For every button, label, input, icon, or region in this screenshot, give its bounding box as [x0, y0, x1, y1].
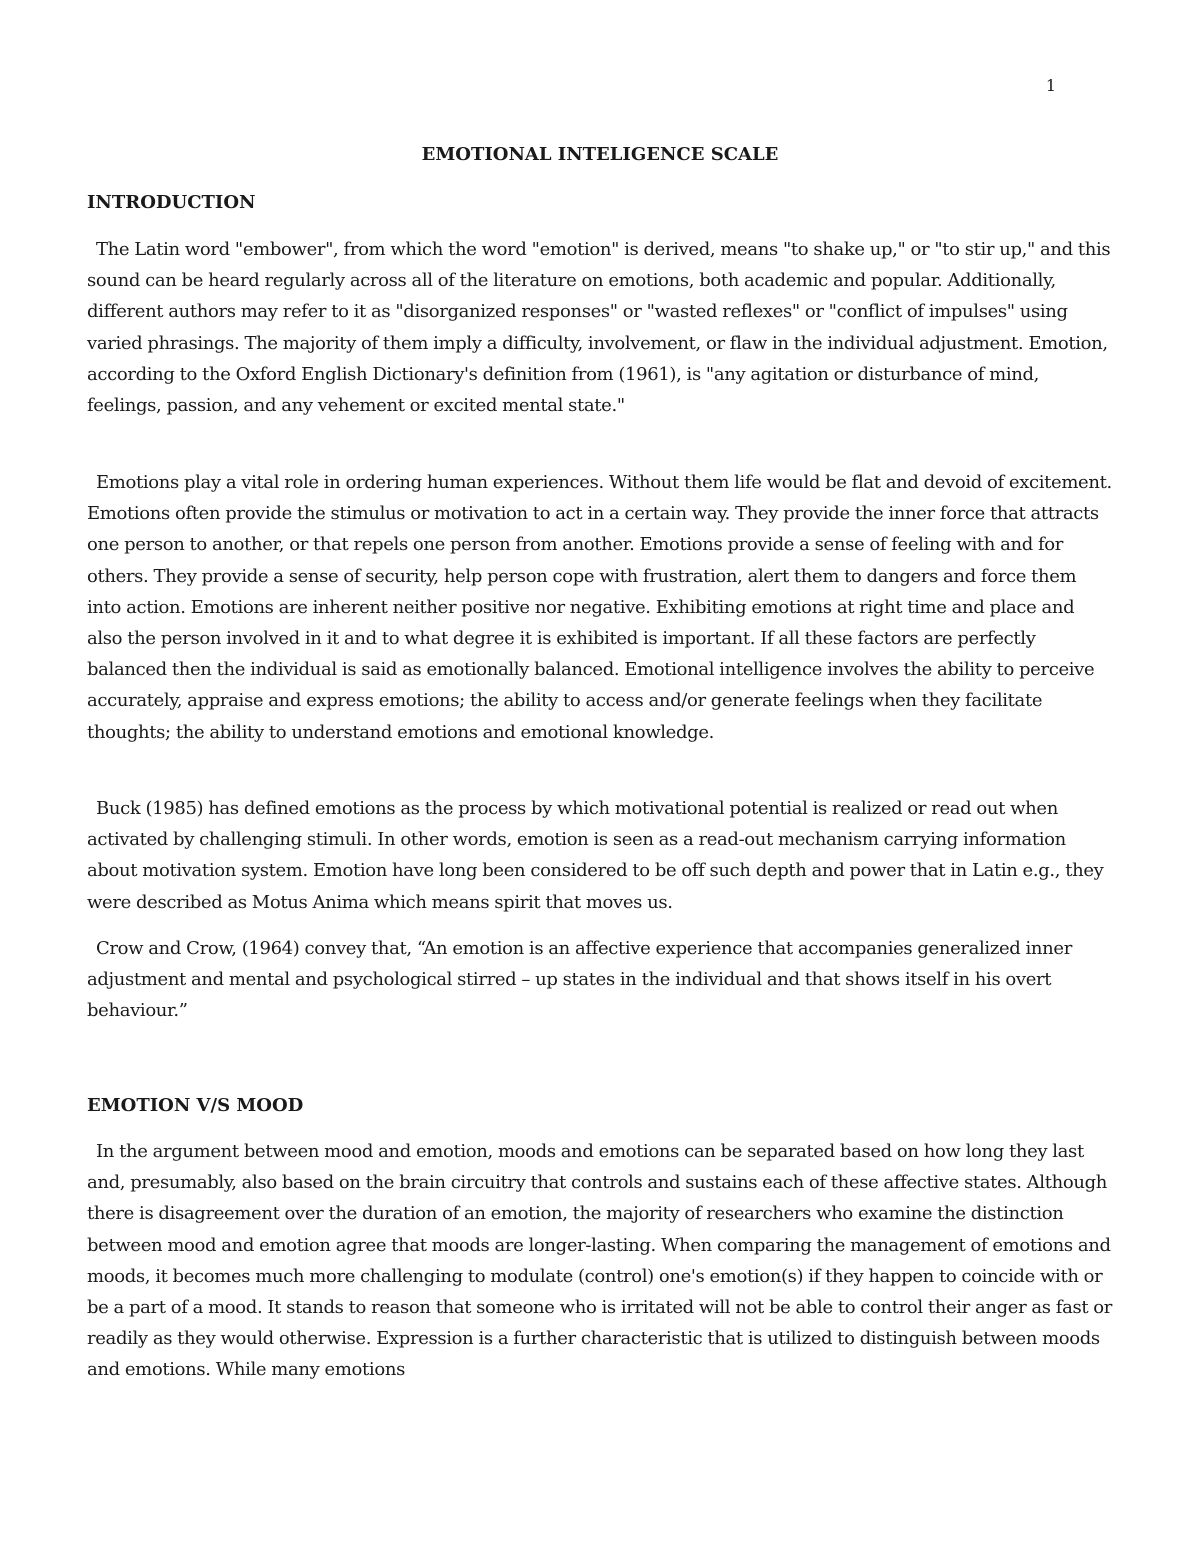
intro-paragraph-4: Crow and Crow, (1964) convey that, “An emotion is an affective experience that accompanies generalized inner adjustment and mental and psychological stirred – up states in the individual and that shows itself in his overt behaviour.”: [87, 938, 1072, 1022]
document-title: EMOTIONAL INTELIGENCE SCALE: [421, 144, 779, 165]
section-heading-introduction: INTRODUCTION: [87, 192, 256, 213]
page-number: 1: [1045, 76, 1056, 95]
section-heading-emotion-vs-mood: EMOTION V/S MOOD: [87, 1095, 304, 1116]
intro-paragraph-1: The Latin word "embower", from which the word "emotion" is derived, means "to shake up," or "to stir up," and this sound can be heard regularly across all of the literature on emotions, both academic and popular. Additionally, different authors may refer to it as "disorganized responses" or "wasted reflexes" or "conflict of impulses" using varied phrasings. The majority of them imply a difficulty, involvement, or flaw in the individual adjustment. Emotion, according to the Oxford English Dictionary's definition from (1961), is "any agitation or disturbance of mind, feelings, passion, and any vehement or excited mental state.": [87, 239, 1111, 417]
mood-paragraph-1: In the argument between mood and emotion, moods and emotions can be separated based on how long they last and, presumably, also based on the brain circuitry that controls and sustains each of these affective states. Although there is disagreement over the duration of an emotion, the majority of researchers who examine the distinction between mood and emotion agree that moods are longer-lasting. When comparing the management of emotions and moods, it becomes much more challenging to modulate (control) one's emotion(s) if they happen to coincide with or be a part of a mood. It stands to reason that someone who is irritated will not be able to control their anger as fast or readily as they would otherwise. Expression is a further characteristic that is utilized to distinguish between moods and emotions. While many emotions: [87, 1141, 1113, 1381]
intro-paragraph-3: Buck (1985) has defined emotions as the process by which motivational potential is realized or read out when activated by challenging stimuli. In other words, emotion is seen as a read-out mechanism carrying information about motivation system. Emotion have long been considered to be off such depth and power that in Latin e.g., they were described as Motus Anima which means spirit that moves us.: [87, 798, 1104, 913]
intro-paragraph-2: Emotions play a vital role in ordering human experiences. Without them life would be flat and devoid of excitement. Emotions often provide the stimulus or motivation to act in a certain way. They provide the inner force that attracts one person to another, or that repels one person from another. Emotions provide a sense of feeling with and for others. They provide a sense of security, help person cope with frustration, alert them to dangers and force them into action. Emotions are inherent neither positive nor negative. Exhibiting emotions at right time and place and also the person involved in it and to what degree it is exhibited is important. If all these factors are perfectly balanced then the individual is said as emotionally balanced. Emotional intelligence involves the ability to perceive accurately, appraise and express emotions; the ability to access and/or generate feelings when they facilitate thoughts; the ability to understand emotions and emotional knowledge.: [87, 472, 1112, 743]
